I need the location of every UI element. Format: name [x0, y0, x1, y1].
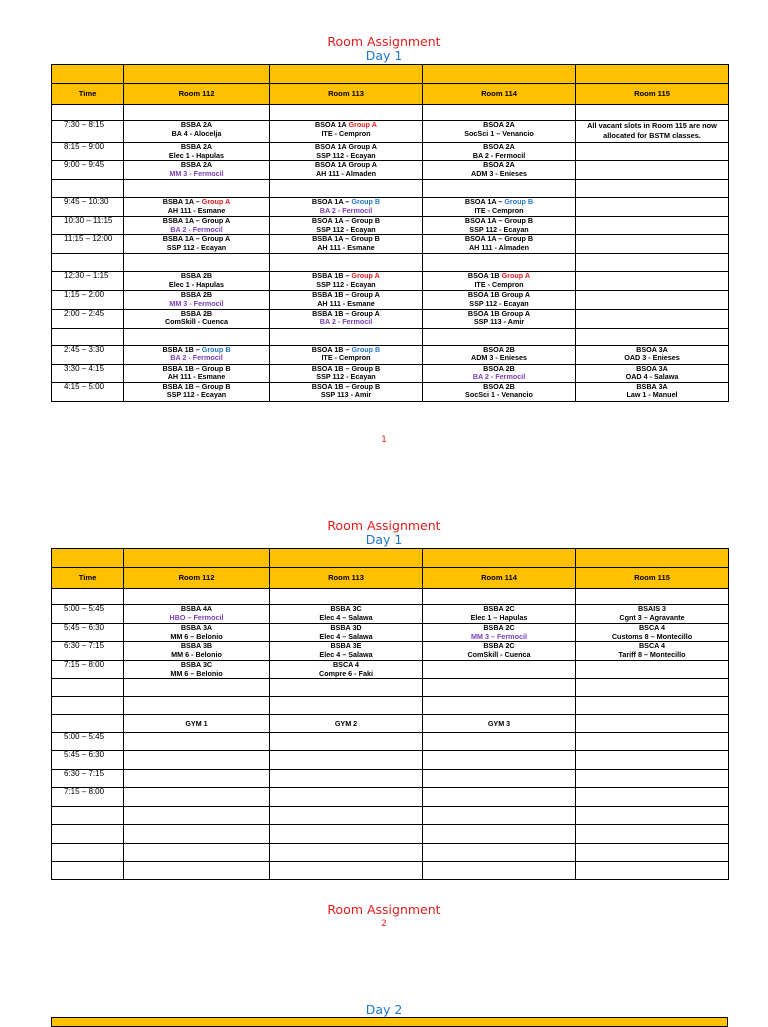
- page1-day-label: Day 1: [365, 48, 403, 63]
- page-number: 1: [381, 435, 387, 445]
- time-cell: 10:30 – 11:15: [52, 217, 124, 235]
- page3-title: Room Assignment: [327, 902, 441, 917]
- table-row: [52, 364, 729, 382]
- table-row: [52, 661, 729, 679]
- time-cell: 9:45 – 10:30: [52, 198, 124, 217]
- class-cell: BSBA 1B – Group B SSP 112 - Ecayan: [124, 382, 270, 401]
- time-cell: 6:30 – 7:15: [52, 770, 124, 788]
- time-cell: 2:45 – 3:30: [52, 345, 124, 364]
- table-row: [52, 862, 729, 880]
- time-cell: 6:30 – 7:15: [52, 642, 124, 661]
- table-row: [52, 788, 729, 807]
- header-room-115: Room 115: [576, 84, 729, 105]
- table-row: [52, 121, 729, 143]
- schedule-table-day1-evening: [51, 548, 729, 880]
- table-row: [52, 235, 729, 254]
- time-cell: 5:00 – 5:45: [52, 733, 124, 751]
- class-cell: BSOA 3A OAD 3 - Enieses: [576, 345, 729, 364]
- class-cell: BSBA 2B ComSkill - Cuenca: [124, 309, 270, 328]
- table-row: [52, 309, 729, 328]
- table-row: [52, 65, 729, 84]
- empty-cell: [576, 715, 729, 733]
- header-time: Time: [52, 568, 124, 589]
- class-cell: BSOA 1A Group A ITE - Cempron: [270, 121, 423, 143]
- empty-cell: [576, 161, 729, 180]
- class-cell: BSOA 1B – Group B ITE - Cempron: [270, 345, 423, 364]
- class-cell: BSBA 1B – Group A SSP 112 - Ecayan: [270, 272, 423, 291]
- class-cell: BSBA 2B Elec 1 - Hapulas: [124, 272, 270, 291]
- time-cell: 9:00 – 9:45: [52, 161, 124, 180]
- table-row: [52, 825, 729, 844]
- class-cell: BSBA 3A Law 1 - Manuel: [576, 382, 729, 401]
- time-cell: 5:45 – 6:30: [52, 751, 124, 770]
- header-room-113: Room 113: [270, 84, 423, 105]
- table-row: [52, 589, 729, 605]
- table-row: [52, 254, 729, 272]
- time-cell: 12:30 – 1:15: [52, 272, 124, 291]
- class-cell: BSBA 2C MM 3 – Fermocil: [423, 624, 576, 642]
- class-cell: BSOA 1A – Group B ITE - Cempron: [423, 198, 576, 217]
- table-row: [52, 605, 729, 624]
- class-cell: BSOA 2B ADM 3 - Enieses: [423, 345, 576, 364]
- class-cell: BSBA 4A HBO – Fermocil: [124, 605, 270, 624]
- class-cell: BSOA 2B SocSci 1 - Venancio: [423, 382, 576, 401]
- table-row: [52, 733, 729, 751]
- table-header-row: [52, 568, 729, 589]
- class-cell: BSOA 1B Group A SSP 112 - Ecayan: [423, 291, 576, 309]
- class-cell: BSOA 1B Group A SSP 113 - Amir: [423, 309, 576, 328]
- class-cell: BSOA 1A Group A AH 111 - Almaden: [270, 161, 423, 180]
- class-cell: BSOA 3A OAD 4 - Salawa: [576, 364, 729, 382]
- class-cell: BSOA 1A – Group B AH 111 - Almaden: [423, 235, 576, 254]
- empty-cell: [576, 198, 729, 217]
- table-row: [52, 697, 729, 715]
- header-room-112: Room 112: [124, 84, 270, 105]
- class-cell: BSBA 1B – Group A BA 2 - Fermocil: [270, 309, 423, 328]
- class-cell: BSBA 3D Elec 4 – Salawa: [270, 624, 423, 642]
- class-cell: BSBA 3C MM 6 – Belonio: [124, 661, 270, 679]
- day2-table-header-strip: [51, 1017, 728, 1027]
- table-row: [52, 272, 729, 291]
- class-cell: BSOA 2A SocSci 1 – Venancio: [423, 121, 576, 143]
- time-cell: 7:15 – 8:00: [52, 788, 124, 807]
- header-room-114: Room 114: [423, 568, 576, 589]
- class-cell: BSBA 1A – Group B AH 111 - Esmane: [270, 235, 423, 254]
- table-row: [52, 382, 729, 401]
- class-cell: BSBA 2A BA 4 - Alocelja: [124, 121, 270, 143]
- page-number: 2: [381, 919, 387, 929]
- time-cell: 11:15 – 12:00: [52, 235, 124, 254]
- header-gym-3: GYM 3: [423, 715, 576, 733]
- empty-cell: [576, 309, 729, 328]
- header-room-113: Room 113: [270, 568, 423, 589]
- gym-header-row: [52, 715, 729, 733]
- class-cell: BSCA 4 Customs 8 – Montecillo: [576, 624, 729, 642]
- class-cell: BSBA 2C Elec 1 – Hapulas: [423, 605, 576, 624]
- class-cell: BSOA 1A – Group B SSP 112 - Ecayan: [270, 217, 423, 235]
- room-115-note: All vacant slots in Room 115 are now allocated for BSTM classes.: [576, 121, 729, 143]
- time-cell: 7:30 – 8:15: [52, 121, 124, 143]
- class-cell: BSBA 3B MM 6 - Belonio: [124, 642, 270, 661]
- empty-cell: [52, 715, 124, 733]
- time-cell: 3:30 – 4:15: [52, 364, 124, 382]
- table-row: [52, 844, 729, 862]
- time-cell: 5:00 – 5:45: [52, 605, 124, 624]
- class-cell: BSBA 2C ComSkill - Cuenca: [423, 642, 576, 661]
- class-cell: BSCA 4 Tariff 8 – Montecillo: [576, 642, 729, 661]
- class-cell: BSAIS 3 Cgnt 3 – Agravante: [576, 605, 729, 624]
- empty-cell: [576, 235, 729, 254]
- table-row: [52, 807, 729, 825]
- table-row: [52, 161, 729, 180]
- table-row: [52, 770, 729, 788]
- header-room-112: Room 112: [124, 568, 270, 589]
- table-row: [52, 345, 729, 364]
- table-row: [52, 751, 729, 770]
- class-cell: BSOA 1B Group A ITE - Cempron: [423, 272, 576, 291]
- class-cell: BSBA 2B MM 3 - Fermocil: [124, 291, 270, 309]
- class-cell: BSBA 1A – Group A AH 111 - Esmane: [124, 198, 270, 217]
- page1-title: Room Assignment: [327, 34, 441, 49]
- class-cell: BSBA 2A MM 3 - Fermocil: [124, 161, 270, 180]
- empty-cell: [576, 291, 729, 309]
- header-room-114: Room 114: [423, 84, 576, 105]
- time-cell: 7:15 – 8:00: [52, 661, 124, 679]
- header-time: Time: [52, 84, 124, 105]
- empty-cell: [423, 661, 576, 679]
- time-cell: 4:15 – 5:00: [52, 382, 124, 401]
- class-cell: BSOA 2A BA 2 - Fermocil: [423, 143, 576, 161]
- class-cell: BSBA 2A Elec 1 - Hapulas: [124, 143, 270, 161]
- class-cell: BSBA 1B – Group A AH 111 - Esmane: [270, 291, 423, 309]
- class-cell: BSBA 1A – Group A BA 2 - Fermocil: [124, 217, 270, 235]
- schedule-table-day1-morning: [51, 64, 729, 402]
- time-cell: 1:15 – 2:00: [52, 291, 124, 309]
- class-cell: BSBA 1A – Group A SSP 112 - Ecayan: [124, 235, 270, 254]
- table-row: [52, 198, 729, 217]
- class-cell: BSBA 3A MM 6 – Belonio: [124, 624, 270, 642]
- table-row: [52, 624, 729, 642]
- page3-day-label: Day 2: [365, 1002, 403, 1017]
- empty-cell: [576, 217, 729, 235]
- class-cell: BSBA 1B – Group B BA 2 - Fermocil: [124, 345, 270, 364]
- table-row: [52, 291, 729, 309]
- class-cell: BSBA 3C Elec 4 – Salawa: [270, 605, 423, 624]
- time-cell: 8:15 – 9:00: [52, 143, 124, 161]
- time-cell: 2:00 – 2:45: [52, 309, 124, 328]
- table-row: [52, 180, 729, 198]
- class-cell: BSOA 2A ADM 3 - Enieses: [423, 161, 576, 180]
- class-cell: BSOA 1A – Group B SSP 112 - Ecayan: [423, 217, 576, 235]
- empty-cell: [576, 143, 729, 161]
- table-row: [52, 105, 729, 121]
- table-row: [52, 217, 729, 235]
- table-row: [52, 143, 729, 161]
- header-room-115: Room 115: [576, 568, 729, 589]
- class-cell: BSOA 1B – Group B SSP 113 - Amir: [270, 382, 423, 401]
- class-cell: BSBA 1B – Group B AH 111 - Esmane: [124, 364, 270, 382]
- empty-cell: [576, 272, 729, 291]
- class-cell: BSOA 1A Group A SSP 112 - Ecayan: [270, 143, 423, 161]
- class-cell: BSOA 1A – Group B BA 2 - Fermocil: [270, 198, 423, 217]
- table-row: [52, 549, 729, 568]
- table-header-row: [52, 84, 729, 105]
- page2-title: Room Assignment: [327, 518, 441, 533]
- header-gym-1: GYM 1: [124, 715, 270, 733]
- class-cell: BSOA 1B – Group B SSP 112 - Ecayan: [270, 364, 423, 382]
- empty-cell: [576, 661, 729, 679]
- table-row: [52, 679, 729, 697]
- class-cell: BSBA 3E Elec 4 – Salawa: [270, 642, 423, 661]
- table-row: [52, 328, 729, 345]
- class-cell: BSOA 2B BA 2 - Fermocil: [423, 364, 576, 382]
- table-row: [52, 642, 729, 661]
- header-gym-2: GYM 2: [270, 715, 423, 733]
- class-cell: BSCA 4 Compre 6 - Faki: [270, 661, 423, 679]
- time-cell: 5:45 – 6:30: [52, 624, 124, 642]
- page2-day-label: Day 1: [365, 532, 403, 547]
